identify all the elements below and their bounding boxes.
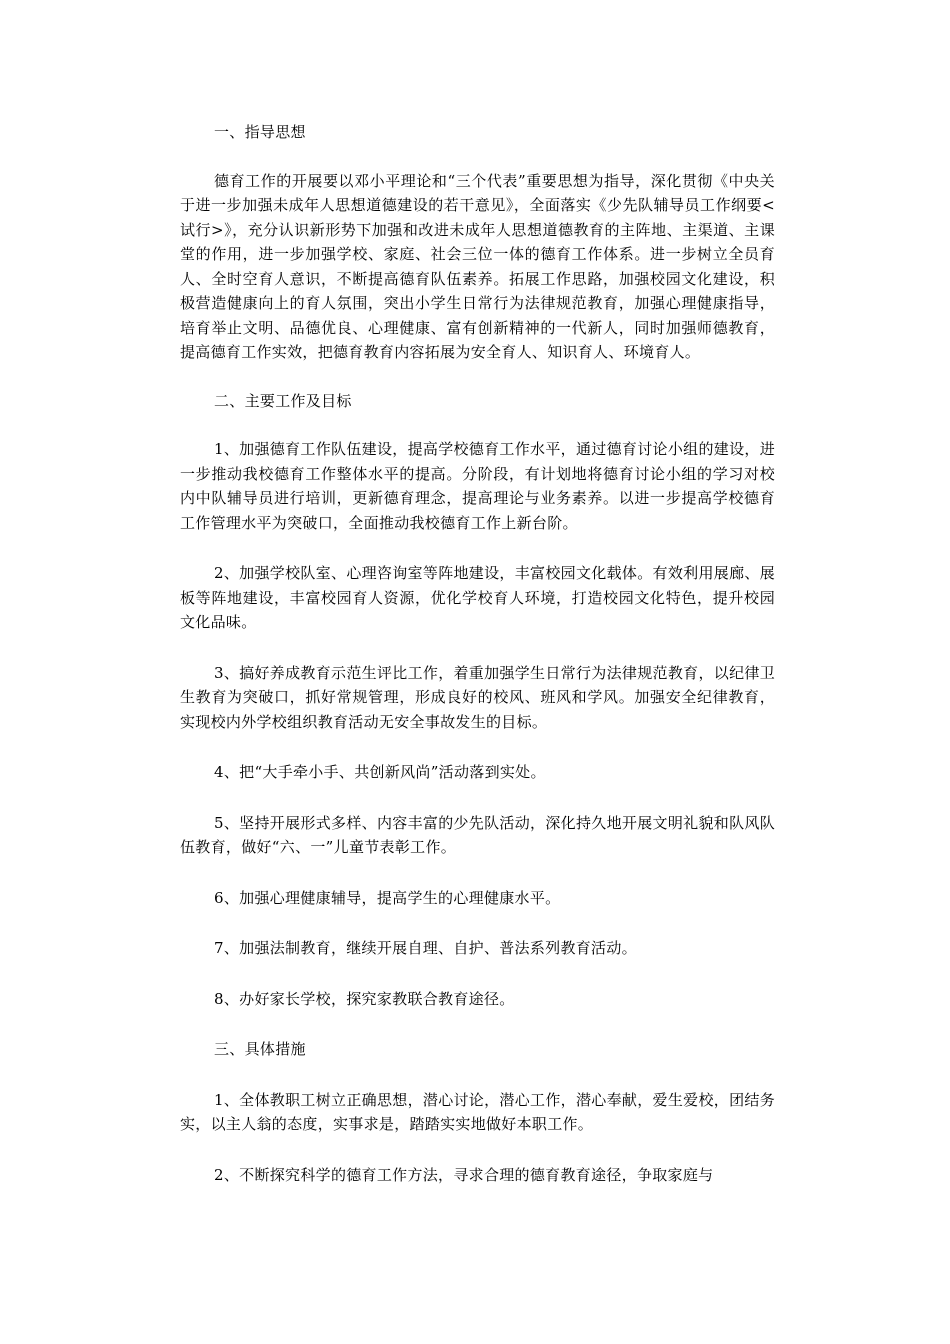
main-work-item-4: 4、把“大手牵小手、共创新风尚”活动落到实处。: [214, 763, 546, 781]
main-work-item-6: 6、加强心理健康辅导，提高学生的心理健康水平。: [214, 888, 561, 907]
measure-item-1: 1、全体教职工树立正确思想，潜心讨论，潜心工作，潜心奉献，爱生爱校，团结务实，以主人翁的态度，实事求是，踏踏实实地做好本职工作。: [180, 1090, 775, 1133]
paragraph-guiding-ideology: 德育工作的开展要以邓小平理论和“三个代表”重要思想为指导，深化贯彻《中央关于进一步加强未成年人思想道德建设的若干意见》，全面落实《少先队辅导员工作纲要<试行>》，充分认识新形势下加强和改进未成年人思想道德教育的主阵地、主渠道、主课堂的作用，进一步加强学校、家庭、社会三位一体的德育工作体系。进一步树立全员育人、全时空育人意识，不断提高德育队伍素养。拓展工作思路，加强校园文化建设，积极营造健康向上的育人氛围，突出小学生日常行为法律规范教育，加强心理健康指导，培育举止文明、品德优良、心理健康、富有创新精神的一代新人，同时加强师德教育，提高德育工作实效，把德育教育内容拓展为安全育人、知识育人、环境育人。: [180, 171, 775, 361]
main-work-item-1: 1、加强德育工作队伍建设，提高学校德育工作水平，通过德育讨论小组的建设，进一步推动我校德育工作整体水平的提高。分阶段，有计划地将德育讨论小组的学习对校内中队辅导员进行培训，更新德育理念，提高理论与业务素养。以进一步提高学校德育工作管理水平为突破口，全面推动我校德育工作上新台阶。: [180, 440, 775, 532]
main-work-item-2: 2、加强学校队室、心理咨询室等阵地建设，丰富校园文化载体。有效利用展廊、展板等阵地建设，丰富校园育人资源，优化学校育人环境，打造校园文化特色，提升校园文化品味。: [180, 564, 775, 631]
section-heading-measures: 三、具体措施: [214, 1040, 306, 1058]
main-work-item-7: 7、加强法制教育，继续开展自理、自护、普法系列教育活动。: [214, 939, 637, 957]
document-page: [180, 120, 775, 1187]
main-work-item-8: 8、办好家长学校，探究家教联合教育途径。: [214, 989, 515, 1008]
measure-item-2: 2、不断探究科学的德育工作方法，寻求合理的德育教育途径，争取家庭与: [214, 1165, 714, 1184]
main-work-item-3: 3、搞好养成教育示范生评比工作，着重加强学生日常行为法律规范教育，以纪律卫生教育为突破口，抓好常规管理，形成良好的校风、班风和学风。加强安全纪律教育，实现校内外学校组织教育活动无安全事故发生的目标。: [180, 663, 775, 731]
main-work-item-5: 5、坚持开展形式多样、内容丰富的少先队活动，深化持久地开展文明礼貌和队风队伍教育，做好“六、一”儿童节表彰工作。: [180, 813, 775, 856]
section-heading-main-work: 二、主要工作及目标: [214, 391, 352, 410]
section-heading-guiding-ideology: 一、指导思想: [214, 123, 306, 141]
